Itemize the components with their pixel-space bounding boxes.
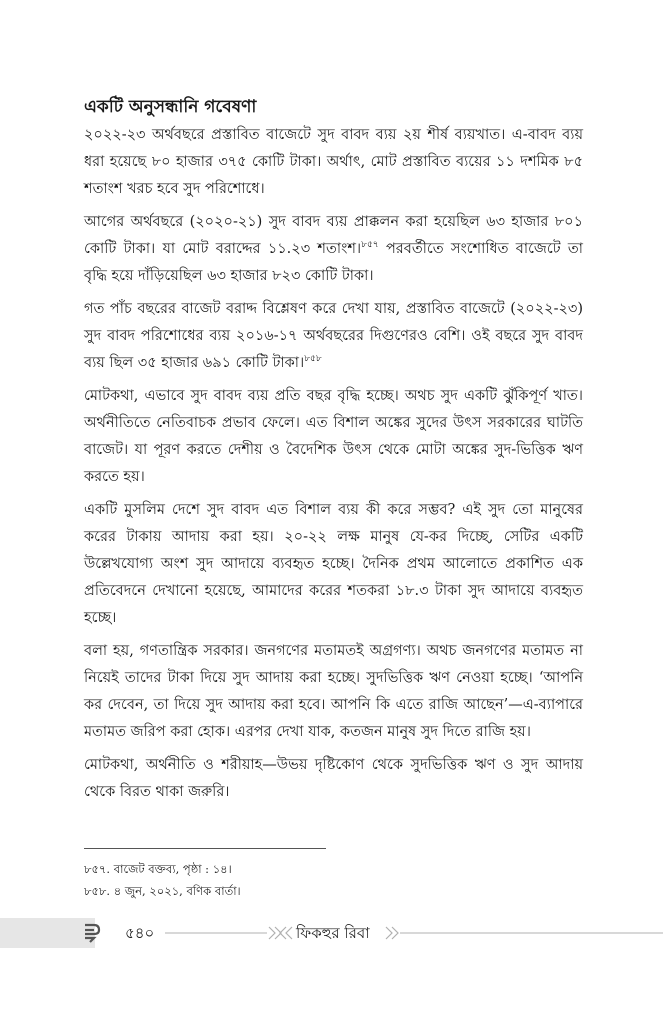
paragraph-3-text: গত পাঁচ বছরের বাজেট বরাদ্দ বিশ্লেষণ করে দেখা যায়, প্রস্তাবিত বাজেটে (২০২২-২৩) সুদ বাবদ পরিশোধের ব্যয় ২০১৬-১৭ অর্থবছরের দিগুণেরও বেশি। ওই বছরে সুদ বাবদ ব্যয় ছিল ৩৫ হাজার ৬৯১ কোটি টাকা। xyxy=(84,301,583,371)
chevron-ornament-icon xyxy=(268,926,294,940)
page-number: ৫৪০ xyxy=(125,924,155,942)
section-heading: একটি অনুসন্ধানি গবেষণা xyxy=(84,97,257,117)
paragraph-6: বলা হয়, গণতান্ত্রিক সরকার। জনগণের মতামতই অগ্রগণ্য। অথচ জনগণের মতামত না নিয়েই তাদের টাকা দিয়ে সুদ আদায় করা হচ্ছে। সুদভিত্তিক ঋণ নেওয়া হচ্ছে। ‘আপনি কর দেবেন, তা দিয়ে সুদ আদায় করা হবে। আপনি কি এতে রাজি আছেন’—এ-ব্যাপারে মতামত জরিপ করা হোক। এরপর দেখা যাক, কতজন মানুষ সুদ দিতে রাজি হয়। xyxy=(84,643,583,740)
page-footer xyxy=(0,918,663,948)
chevron-ornament-icon xyxy=(384,926,663,940)
footnotes xyxy=(84,858,583,902)
paragraph-3 xyxy=(84,296,583,377)
footnote-858: ৮৫৮. ৪ জুন, ২০২১, বণিক বার্তা। xyxy=(84,884,241,898)
book-title: ফিকহুর রিবা xyxy=(296,924,370,942)
footnote-857: ৮৫৭. বাজেট বক্তব্য, পৃষ্ঠা : ১৪। xyxy=(84,862,232,876)
paragraph-1: ২০২২-২৩ অর্থবছরে প্রস্তাবিত বাজেটে সুদ বাবদ ব্যয় ২য় শীর্ষ ব্যয়খাত। এ-বাবদ ব্যয় ধরা হয়েছে ৮০ হাজার ৩৭৫ কোটি টাকা। অর্থাৎ, মোট প্রস্তাবিত ব্যয়ের ১১ দশমিক ৮৫ শতাংশ খরচ হবে সুদ পরিশোধে। xyxy=(84,127,583,197)
paragraph-5: একটি মুসলিম দেশে সুদ বাবদ এত বিশাল ব্যয় কী করে সম্ভব? এই সুদ তো মানুষের করের টাকায় আদায় করা হয়। ২০-২২ লক্ষ মানুষ যে-কর দিচ্ছে, সেটির একটি উল্লেখযোগ্য অংশ সুদ আদায়ে ব্যবহৃত হচ্ছে। দৈনিক প্রথম আলোতে প্রকাশিত এক প্রতিবেদনে দেখানো হয়েছে, আমাদের করের শতকরা ১৮.৩ টাকা সুদ আদায়ে ব্যবহৃত হচ্ছে। xyxy=(84,502,583,626)
paragraph-2 xyxy=(84,209,583,290)
paragraph-7: মোটকথা, অর্থনীতি ও শরীয়াহ—উভয় দৃষ্টিকোণ থেকে সুদভিত্তিক ঋণ ও সুদ আদায় থেকে বিরত থাকা জরুরি। xyxy=(84,757,583,800)
paragraph-2-tail: পরবর্তীতে সংশোধিত বাজেটে তা বৃদ্ধি হয়ে দাঁড়িয়েছিল ৬৩ হাজার ৮২৩ কোটি টাকা। xyxy=(84,241,583,284)
book-mark-icon xyxy=(82,922,102,944)
chevron-ornament-icon xyxy=(165,926,285,940)
footnote-ref-857[interactable]: ৮৫৭ xyxy=(361,240,379,251)
paragraph-2-text: আগের অর্থবছরে (২০২০-২১) সুদ বাবদ ব্যয় প্রাক্কলন করা হয়েছিল ৬৩ হাজার ৮০১ কোটি টাকা। যা মোট বরাদ্দের ১১.২৩ শতাংশ। xyxy=(84,214,583,257)
footnote-ref-858[interactable]: ৮৫৮ xyxy=(304,354,322,365)
footnote-divider xyxy=(84,848,326,849)
footer-shade xyxy=(0,918,95,948)
paragraph-4: মোটকথা, এভাবে সুদ বাবদ ব্যয় প্রতি বছর বৃদ্ধি হচ্ছে। অথচ সুদ একটি ঝুঁকিপূর্ণ খাত। অর্থনীতিতে নেতিবাচক প্রভাব ফেলে। এত বিশাল অঙ্কের সুদের উৎস সরকারের ঘাটতি বাজেট। যা পূরণ করতে দেশীয় ও বৈদেশিক উৎস থেকে মোটা অঙ্কের সুদ-ভিত্তিক ঋণ করতে হয়। xyxy=(84,388,583,485)
main-content xyxy=(84,96,583,812)
